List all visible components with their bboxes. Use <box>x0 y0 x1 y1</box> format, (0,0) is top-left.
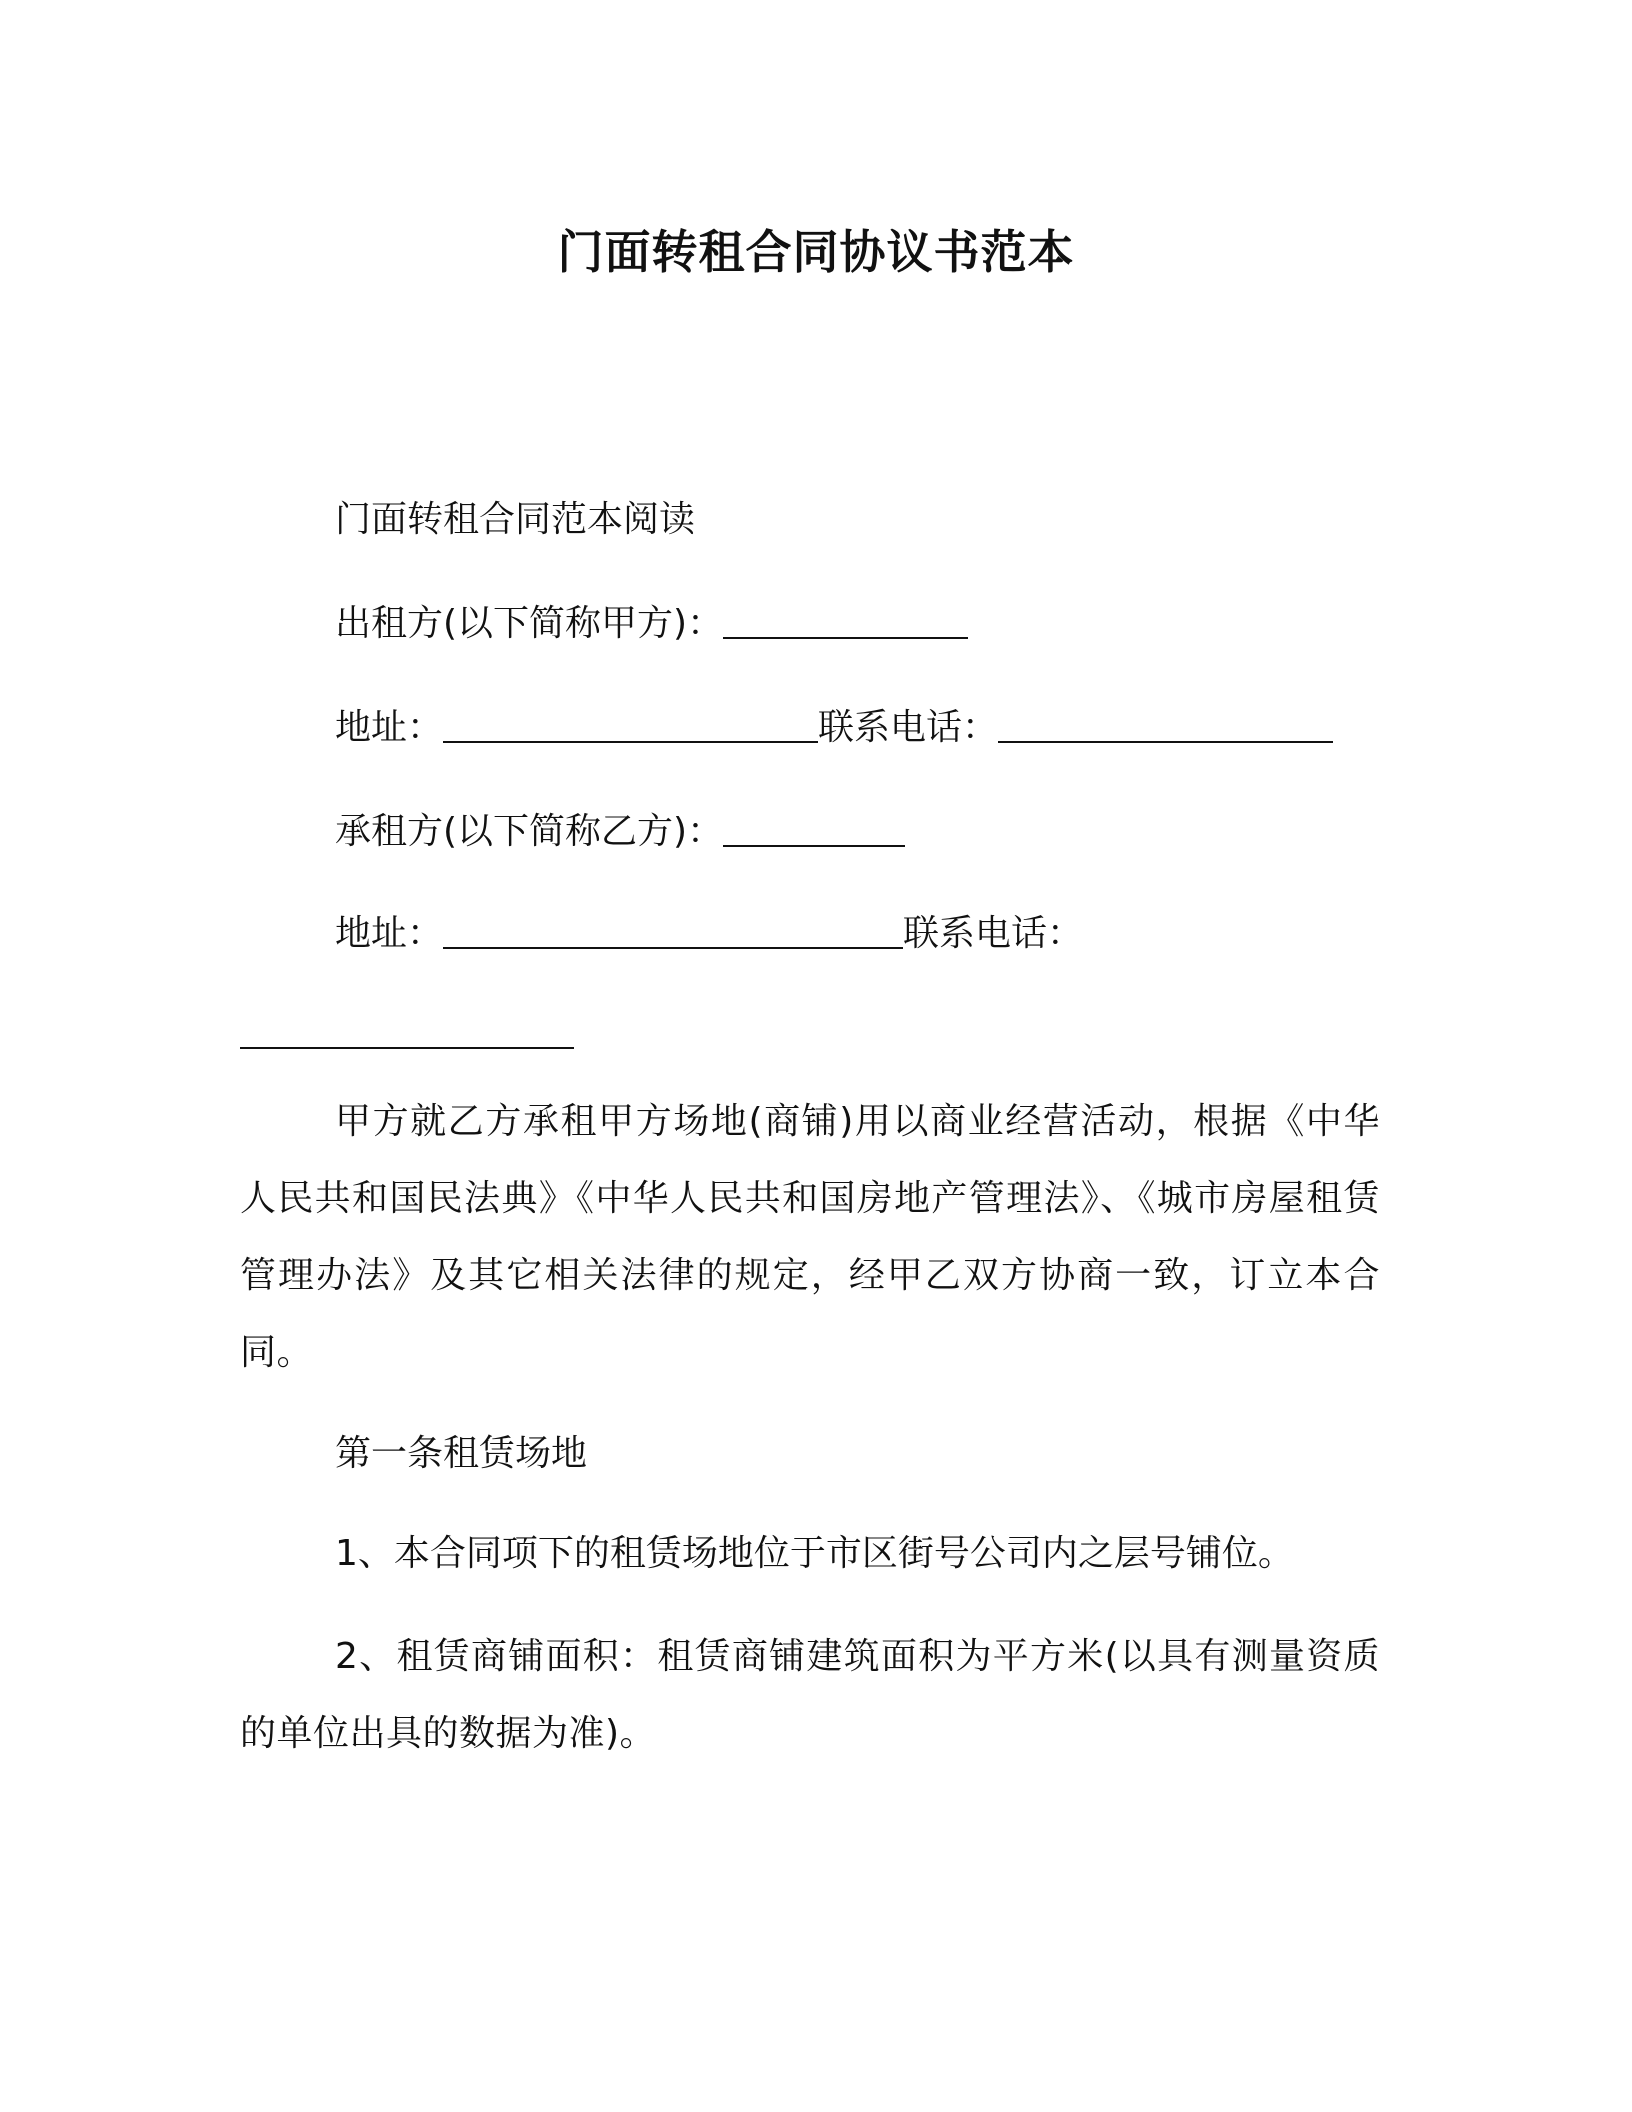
subtitle: 门面转租合同范本阅读 <box>335 499 696 540</box>
lessor-phone-label: 联系电话： <box>818 707 999 748</box>
lessee-phone-blank[interactable] <box>240 1011 574 1049</box>
lessee-label: 承租方(以下简称乙方)： <box>335 811 724 852</box>
lessor-address-blank[interactable] <box>443 705 818 743</box>
lessee-phone-label: 联系电话： <box>903 913 1084 954</box>
clause-2: 2、租赁商铺面积：租赁商铺建筑面积为平方米(以具有测量资质的单位出具的数据为准)。 <box>240 1636 1380 1754</box>
lessee-phone-line <box>240 1010 1400 1058</box>
lessor-address-label: 地址： <box>335 707 444 748</box>
clause-1: 1、本合同项下的租赁场地位于市区街号公司内之层号铺位。 <box>335 1533 1294 1574</box>
lessee-address-label: 地址： <box>335 913 444 954</box>
lessor-label: 出租方(以下简称甲方)： <box>335 603 724 644</box>
lessee-name-blank[interactable] <box>723 809 905 847</box>
lessor-phone-blank[interactable] <box>998 705 1333 743</box>
lessor-line <box>240 600 1400 648</box>
lessor-address-line <box>240 704 1400 752</box>
article-1-heading: 第一条租赁场地 <box>335 1433 588 1474</box>
lessee-line <box>240 808 1400 856</box>
lessee-address-blank[interactable] <box>443 911 903 949</box>
lessor-name-blank[interactable] <box>723 601 968 639</box>
document-title: 门面转租合同协议书范本 <box>557 225 1075 279</box>
preamble-paragraph: 甲方就乙方承租甲方场地(商铺)用以商业经营活动，根据《中华人民共和国民法典》《中华人民共和国房地产管理法》、《城市房屋租赁管理办法》及其它相关法律的规定，经甲乙双方协商一致，订立本合同。 <box>240 1101 1380 1373</box>
lessee-address-line <box>240 910 1400 958</box>
